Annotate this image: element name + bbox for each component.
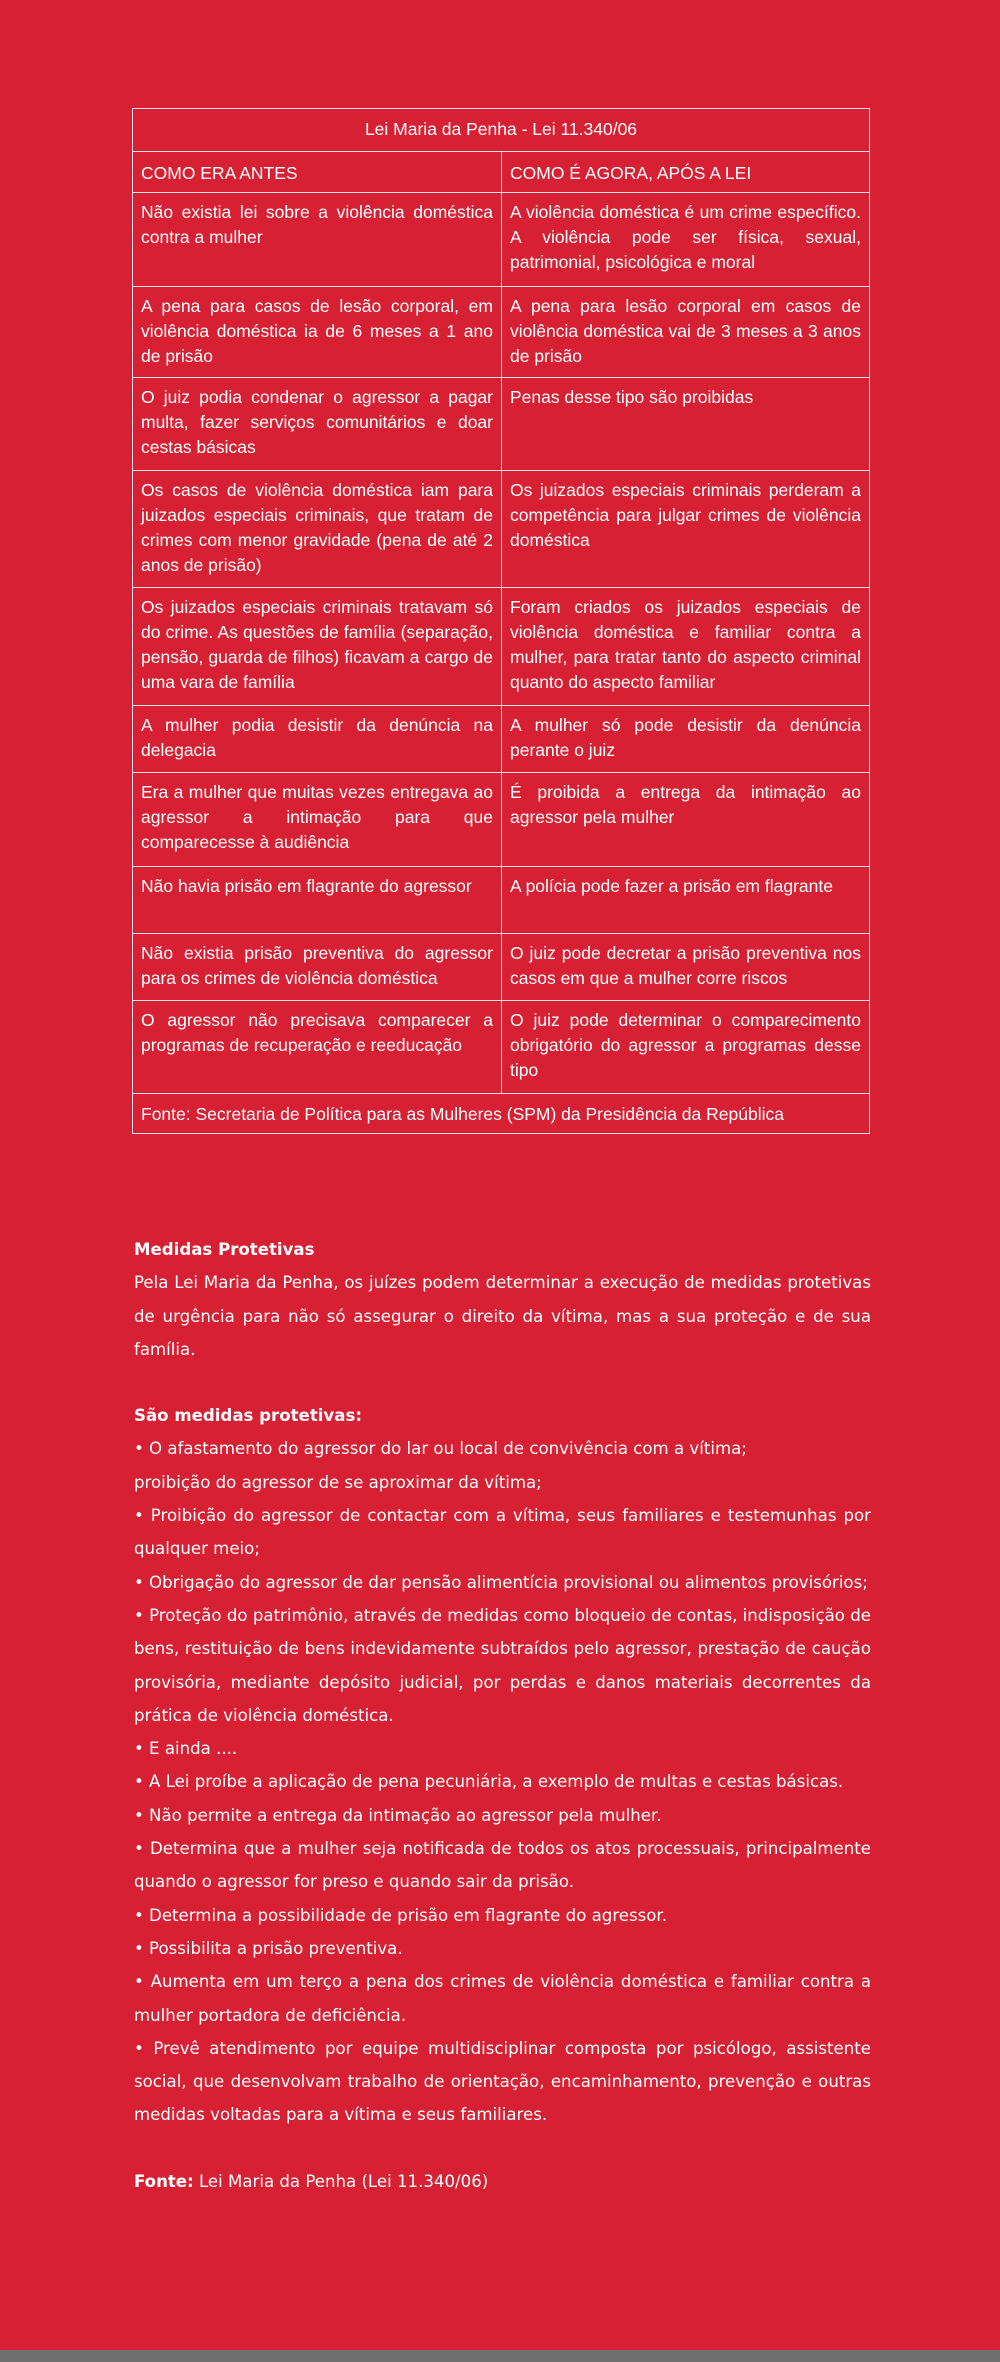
cell-before: A mulher podia desistir da denúncia na delegacia <box>133 706 502 773</box>
cell-before: Não havia prisão em flagrante do agressor <box>133 867 502 934</box>
table-title: Lei Maria da Penha - Lei 11.340/06 <box>133 109 870 152</box>
table-header-row <box>133 152 870 193</box>
cell-before: Os juizados especiais criminais tratavam só do crime. As questões de família (separação, pensão, guarda de filhos) ficavam a cargo de uma vara de família <box>133 588 502 706</box>
cell-after: A violência doméstica é um crime específico. A violência pode ser física, sexual, patrimonial, psicológica e moral <box>502 193 870 287</box>
table-row <box>133 471 870 588</box>
cell-before: Os casos de violência doméstica iam para juizados especiais criminais, que tratam de crimes com menor gravidade (pena de até 2 anos de prisão) <box>133 471 502 588</box>
cell-after: O juiz pode decretar a prisão preventiva nos casos em que a mulher corre riscos <box>502 934 870 1001</box>
bottom-bar <box>0 2350 1000 2362</box>
measure-item: • Determina que a mulher seja notificada de todos os atos processuais, principalmente quando o agressor for preso e quando sair da prisão. <box>134 1839 871 1892</box>
cell-after: A polícia pode fazer a prisão em flagrante <box>502 867 870 934</box>
column-header-before: COMO ERA ANTES <box>133 152 502 193</box>
table-row <box>133 588 870 706</box>
table-row <box>133 706 870 773</box>
table-row <box>133 193 870 287</box>
measure-item: • Aumenta em um terço a pena dos crimes de violência doméstica e familiar contra a mulher portadora de deficiência. <box>134 1972 871 2025</box>
cell-after: A pena para lesão corporal em casos de violência doméstica vai de 3 meses a 3 anos de prisão <box>502 287 870 378</box>
cell-after: Penas desse tipo são proibidas <box>502 378 870 471</box>
spacer <box>134 1366 871 1399</box>
measure-item: • Determina a possibilidade de prisão em flagrante do agressor. <box>134 1905 668 1925</box>
table-row <box>133 934 870 1001</box>
measure-item: • Proteção do patrimônio, através de medidas como bloqueio de contas, indisposição de bens, restituição de bens indevidamente subtraídos pelo agressor, prestação de caução provisória, mediante depósito judicial, por perdas e danos materiais decorrentes da prática de violência doméstica. <box>134 1605 871 1725</box>
measure-item: • Proibição do agressor de contactar com a vítima, seus familiares e testemunhas por qualquer meio; <box>134 1506 871 1559</box>
spacer <box>134 2132 871 2165</box>
cell-after: Foram criados os juizados especiais de violência doméstica e familiar contra a mulher, para tratar tanto do aspecto criminal quanto do aspecto familiar <box>502 588 870 706</box>
cell-before: A pena para casos de lesão corporal, em violência doméstica ia de 6 meses a 1 ano de prisão <box>133 287 502 378</box>
cell-before: Não existia lei sobre a violência doméstica contra a mulher <box>133 193 502 287</box>
table-row <box>133 1001 870 1094</box>
table-row <box>133 773 870 867</box>
cell-before: O juiz podia condenar o agressor a pagar multa, fazer serviços comunitários e doar cestas básicas <box>133 378 502 471</box>
table-row <box>133 867 870 934</box>
table-row <box>133 287 870 378</box>
measure-item: • Não permite a entrega da intimação ao agressor pela mulher. <box>134 1805 662 1825</box>
table-source-row <box>133 1094 870 1134</box>
cell-before: Era a mulher que muitas vezes entregava ao agressor a intimação para que comparecesse à audiência <box>133 773 502 867</box>
cell-after: É proibida a entrega da intimação ao agressor pela mulher <box>502 773 870 867</box>
measure-item: • Possibilita a prisão preventiva. <box>134 1938 403 1958</box>
table-source: Fonte: Secretaria de Política para as Mulheres (SPM) da Presidência da República <box>133 1094 870 1134</box>
protective-measures-article <box>134 1233 871 2198</box>
cell-before: O agressor não precisava comparecer a programas de recuperação e reeducação <box>133 1001 502 1094</box>
comparison-table-wrapper <box>132 108 869 1134</box>
measure-item: • A Lei proíbe a aplicação de pena pecuniária, a exemplo de multas e cestas básicas. <box>134 1772 844 1792</box>
cell-after: A mulher só pode desistir da denúncia perante o juiz <box>502 706 870 773</box>
comparison-table <box>132 108 870 1134</box>
cell-before: Não existia prisão preventiva do agressor para os crimes de violência doméstica <box>133 934 502 1001</box>
measure-item: • O afastamento do agressor do lar ou local de convivência com a vítima; <box>134 1439 747 1459</box>
intro-paragraph: Pela Lei Maria da Penha, os juízes podem determinar a execução de medidas protetivas de urgência para não só assegurar o direito da vítima, mas a sua proteção e de sua família. <box>134 1273 871 1359</box>
table-row <box>133 378 870 471</box>
article-source-label: Fonte: <box>134 2171 194 2191</box>
measure-item: • Prevê atendimento por equipe multidisciplinar composta por psicólogo, assistente social, que desenvolvam trabalho de orientação, encaminhamento, prevenção e outras medidas voltadas para a vítima e seus familiares. <box>134 2038 871 2125</box>
measure-item: • Obrigação do agressor de dar pensão alimentícia provisional ou alimentos provisórios; <box>134 1572 868 1592</box>
table-title-row <box>133 109 870 152</box>
article-source-text: Lei Maria da Penha (Lei 11.340/06) <box>193 2171 489 2191</box>
measures-heading: São medidas protetivas: <box>134 1406 362 1426</box>
measure-item: • E ainda .... <box>134 1739 238 1759</box>
article-source <box>134 2165 871 2198</box>
cell-after: O juiz pode determinar o comparecimento obrigatório do agressor a programas desse tipo <box>502 1001 870 1094</box>
section-heading: Medidas Protetivas <box>134 1240 315 1259</box>
column-header-after: COMO É AGORA, APÓS A LEI <box>502 152 870 193</box>
measure-item: proibição do agressor de se aproximar da vítima; <box>134 1472 542 1492</box>
cell-after: Os juizados especiais criminais perderam a competência para julgar crimes de violência doméstica <box>502 471 870 588</box>
